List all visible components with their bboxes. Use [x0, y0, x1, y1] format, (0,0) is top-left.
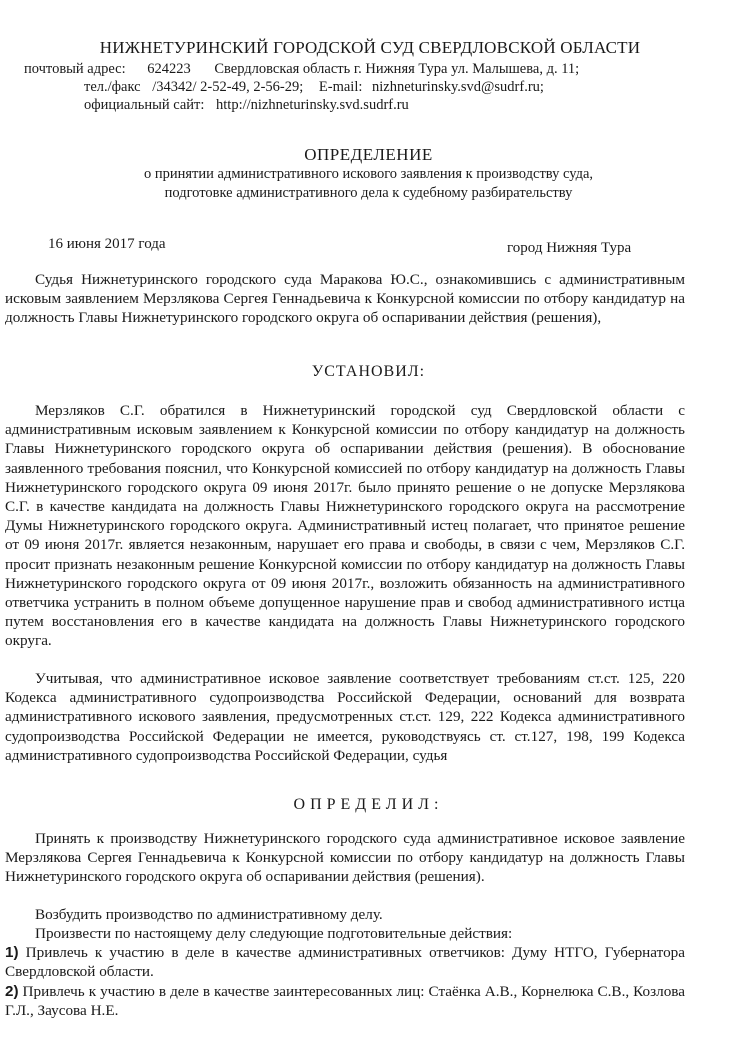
- postal-address-line: [24, 61, 579, 78]
- decided-heading: ОПРЕДЕЛИЛ:: [293, 796, 444, 813]
- postal-index: 624223: [147, 61, 191, 77]
- item-number: 1): [5, 944, 19, 961]
- decision-accept-paragraph: Принять к производству Нижнетуринского городского суда административное исковое заявление Мерзлякова Сергея Геннадьевича к Конкурсной комиссии по отбору кандидатур на должность Главы Нижнетуринского городского округа об оспаривании действия (решения).: [5, 830, 685, 886]
- established-paragraph: Мерзляков С.Г. обратился в Нижнетуринский городской суд Свердловской области с административным исковым заявлением к Конкурсной комиссии по отбору кандидатур на должность Главы Нижнетуринского городского округа об оспаривании действия (решения). В обоснование заявленного требования пояснил, что Конкурсной комиссией по отбору кандидатур на должность Главы Нижнетуринского городского округа 09 июня 2017г. было принято решение о не допуске Мерзлякова С.Г. в качестве кандидата на должность Главы Нижнетуринского городского округа на рассмотрение Думы Нижнетуринского городского округа. Административный истец полагает, что принятое решение от 09 июня 2017г. является незаконным, нарушает его права и свободы, в связи с чем, Мерзляков С.Г. просит признать незаконным решение Конкурсной комиссии по отбору кандидатур на должность Главы Нижнетуринского городского округа от 09 июня 2017г., возложить обязанность на административного ответчика устранить в полном объеме допущенное нарушение прав и свобод административного истца путем восстановления его в качестве кандидата на должность Главы Нижнетуринского городского округа.: [5, 402, 685, 650]
- considering-paragraph: Учитывая, что административное исковое заявление соответствует требованиям ст.ст. 125, 220 Кодекса административного судопроизводства Российской Федерации, оснований для возврата административного искового заявления, предусмотренных ст.ст. 129, 222 Кодекса административного судопроизводства Российской Федерации не имеется, руководствуясь ст. ст.127, 198, 199 Кодекса административного судопроизводства Российской Федерации, судья: [5, 670, 685, 764]
- decision-prepare-paragraph: Произвести по настоящему делу следующие подготовительные действия:: [35, 925, 513, 942]
- contacts-line: [84, 79, 544, 96]
- email-link[interactable]: nizhneturinsky.svd@sudrf.ru;: [372, 79, 544, 95]
- decision-initiate-paragraph: Возбудить производство по административному делу.: [35, 906, 383, 923]
- established-heading: УСТАНОВИЛ:: [311, 363, 426, 380]
- document-date: 16 июня 2017 года: [48, 236, 166, 252]
- document-city: город Нижняя Тура: [507, 240, 632, 256]
- item-text: Привлечь к участию в деле в качестве заинтересованных лиц: Стаёнка А.В., Корнелюка С.В., Козлова Г.Л., Заусова Н.Е.: [5, 983, 686, 1020]
- site-link[interactable]: http://nizhneturinsky.svd.sudrf.ru: [216, 97, 409, 113]
- document-subtitle-line2: подготовке административного дела к судебному разбирательству: [164, 185, 573, 201]
- phone-value: /34342/ 2-52-49, 2-56-29;: [152, 79, 304, 95]
- postal-address: Свердловская область г. Нижняя Тура ул. Малышева, д. 11;: [214, 61, 580, 77]
- phone-label: тел./факс: [84, 79, 141, 95]
- site-line: [84, 97, 409, 114]
- item-text: Привлечь к участию в деле в качестве административных ответчиков: Думу НТГО, Губернатора Свердловской области.: [5, 944, 685, 981]
- email-label: E-mail:: [318, 79, 363, 95]
- document-subtitle-line1: о принятии административного искового заявления к производству суда,: [143, 166, 594, 182]
- item-number: 2): [5, 983, 19, 1000]
- postal-label: почтовый адрес:: [24, 61, 126, 77]
- list-item: [5, 943, 685, 981]
- list-item: [5, 982, 685, 1020]
- intro-paragraph: Судья Нижнетуринского городского суда Маракова Ю.С., ознакомившись с административным исковым заявлением Мерзлякова Сергея Геннадьевича к Конкурсной комиссии по отбору кандидатур на должность Главы Нижнетуринского городского округа об оспаривании действия (решения),: [5, 271, 685, 327]
- court-name: НИЖНЕТУРИНСКИЙ ГОРОДСКОЙ СУД СВЕРДЛОВСКОЙ ОБЛАСТИ: [99, 38, 641, 57]
- site-label: официальный сайт:: [84, 97, 205, 113]
- document-title: ОПРЕДЕЛЕНИЕ: [304, 145, 433, 164]
